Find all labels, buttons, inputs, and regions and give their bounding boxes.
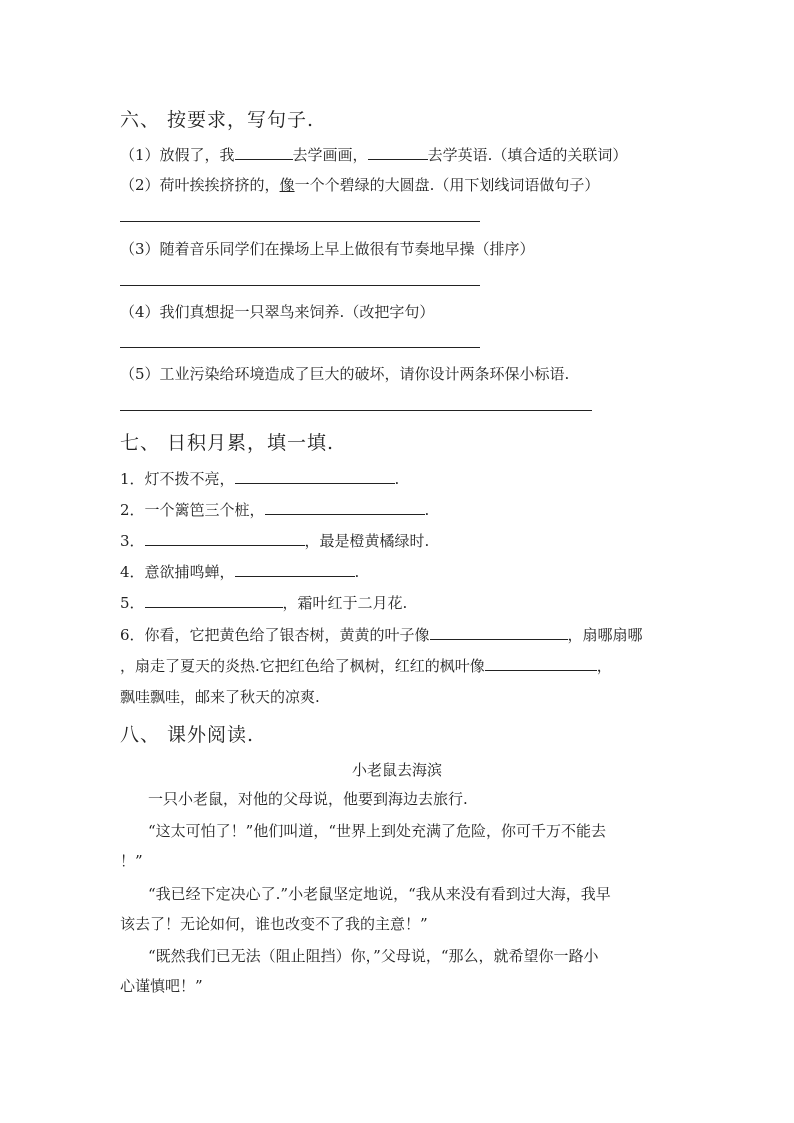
section-8-heading: 八、 课外阅读. bbox=[120, 724, 255, 746]
fill-item-6-line-1 bbox=[120, 624, 643, 645]
fill-item-text: . bbox=[424, 501, 430, 519]
answer-blank[interactable] bbox=[368, 145, 428, 160]
passage-paragraph: “我已经下定决心了.”小老鼠坚定地说，“我从来没有看到过大海，我早 bbox=[148, 885, 611, 903]
fill-item-text: 4．意欲捕鸣蝉， bbox=[120, 563, 235, 581]
fill-item-text: . bbox=[394, 470, 400, 488]
answer-line[interactable] bbox=[120, 347, 480, 348]
fill-item-5 bbox=[120, 592, 407, 613]
fill-item-text: ，最是橙黄橘绿时. bbox=[304, 532, 430, 550]
answer-blank[interactable] bbox=[145, 593, 283, 608]
question-6-2-text-a: （2）荷叶挨挨挤挤的， bbox=[120, 176, 280, 194]
fill-item-text: ，霜叶红于二月花. bbox=[282, 594, 408, 612]
question-6-2 bbox=[120, 174, 599, 195]
question-6-1 bbox=[120, 144, 627, 165]
passage-paragraph: “这太可怕了！”他们叫道，“世界上到处充满了危险，你可千万不能去 bbox=[148, 822, 607, 840]
answer-blank[interactable] bbox=[145, 531, 305, 546]
question-6-1-text-a: （1）放假了，我 bbox=[120, 146, 235, 164]
answer-line[interactable] bbox=[120, 410, 592, 411]
fill-item-text: 6．你看，它把黄色给了银杏树，黄黄的叶子像 bbox=[120, 626, 430, 644]
fill-item-text: 2．一个篱笆三个桩， bbox=[120, 501, 265, 519]
answer-blank[interactable] bbox=[235, 145, 293, 160]
question-6-1-text-c: 去学英语.（填合适的关联词） bbox=[427, 146, 628, 164]
passage-paragraph-continued: 心谨慎吧！” bbox=[120, 977, 203, 995]
fill-item-text: ， bbox=[596, 657, 612, 675]
fill-item-text: 1．灯不拨不亮， bbox=[120, 470, 235, 488]
passage-paragraph-continued: ！” bbox=[120, 852, 143, 870]
question-6-5: （5）工业污染给环境造成了巨大的破坏，请你设计两条环保小标语. bbox=[120, 365, 570, 383]
fill-item-text: . bbox=[354, 563, 360, 581]
fill-item-text: ，扇哪扇哪 bbox=[567, 626, 643, 644]
fill-item-4 bbox=[120, 561, 359, 582]
question-6-3: （3）随着音乐同学们在操场上早上做很有节奏地早操（排序） bbox=[120, 240, 535, 258]
question-6-4: （4）我们真想捉一只翠鸟来饲养.（改把字句） bbox=[120, 303, 435, 321]
fill-item-2 bbox=[120, 499, 429, 520]
answer-line[interactable] bbox=[120, 221, 480, 222]
section-7-heading: 七、 日积月累，填一填. bbox=[120, 432, 335, 454]
fill-item-1 bbox=[120, 468, 399, 489]
fill-item-3 bbox=[120, 530, 429, 551]
fill-item-text: 3． bbox=[120, 532, 145, 550]
question-6-1-text-b: 去学画画， bbox=[292, 146, 368, 164]
section-6-heading: 六、 按要求，写句子. bbox=[120, 109, 315, 131]
passage-paragraph: 一只小老鼠，对他的父母说，他要到海边去旅行. bbox=[148, 790, 468, 808]
answer-line[interactable] bbox=[120, 285, 480, 286]
passage-paragraph: “既然我们已无法（阻止阻挡）你，”父母说，“那么，就希望你一路小 bbox=[148, 947, 599, 965]
answer-blank[interactable] bbox=[485, 656, 597, 671]
answer-blank[interactable] bbox=[430, 625, 568, 640]
answer-blank[interactable] bbox=[265, 500, 425, 515]
fill-item-6-line-3: 飘哇飘哇，邮来了秋天的凉爽. bbox=[120, 688, 320, 706]
underlined-word: 像 bbox=[279, 176, 295, 194]
passage-title: 小老鼠去海滨 bbox=[351, 761, 442, 779]
fill-item-text: ，扇走了夏天的炎热.它把红色给了枫树，红红的枫叶像 bbox=[120, 657, 485, 675]
question-6-2-text-c: 一个个碧绿的大圆盘.（用下划线词语做句子） bbox=[294, 176, 600, 194]
fill-item-text: 5． bbox=[120, 594, 145, 612]
answer-blank[interactable] bbox=[235, 562, 355, 577]
fill-item-6-line-2 bbox=[120, 655, 612, 676]
answer-blank[interactable] bbox=[235, 469, 395, 484]
passage-paragraph-continued: 该去了！无论如何，谁也改变不了我的主意！” bbox=[120, 915, 428, 933]
